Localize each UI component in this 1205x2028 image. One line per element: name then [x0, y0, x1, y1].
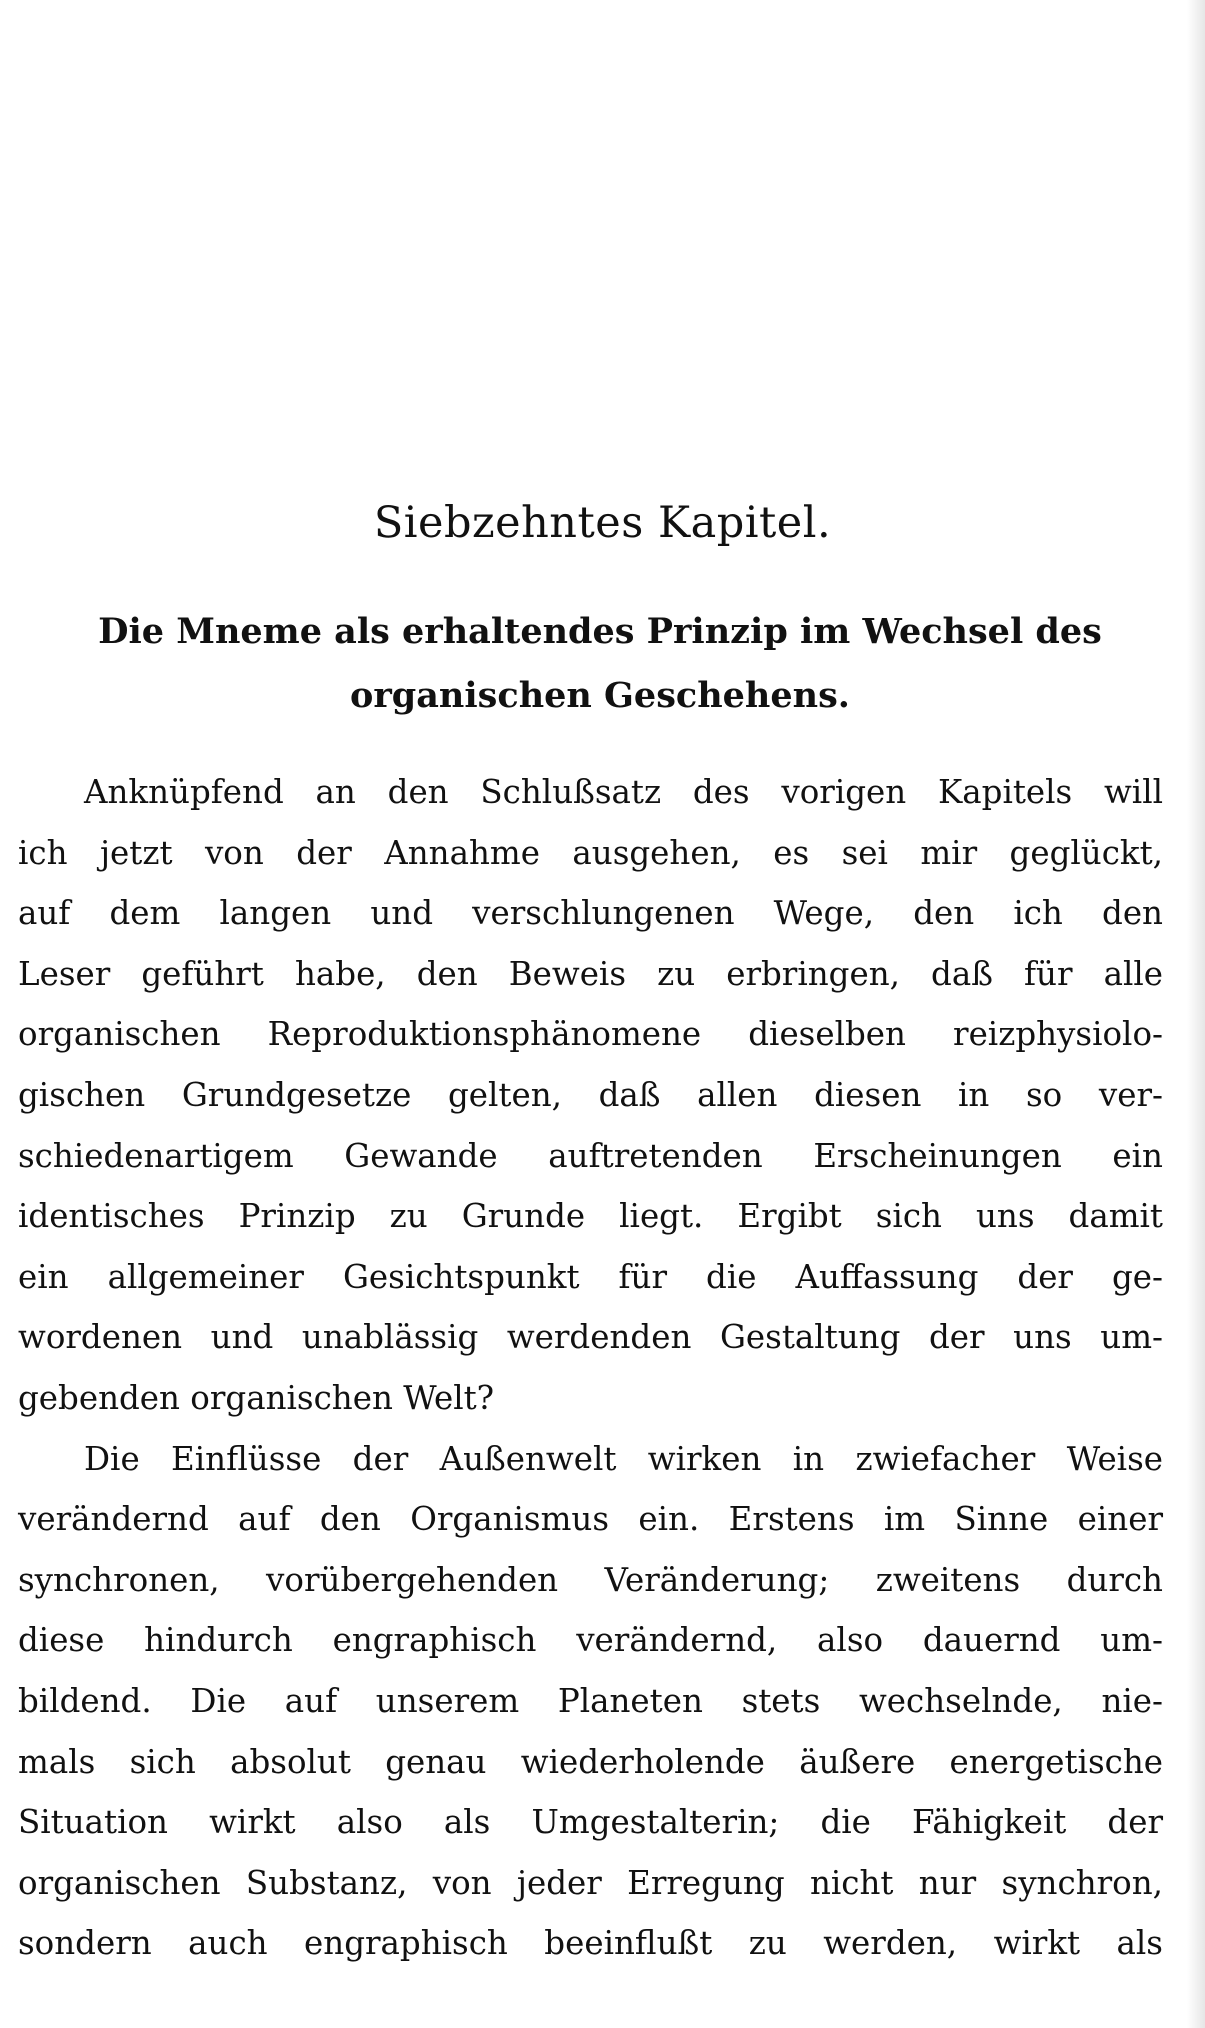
text-line: Die Einflüsse der Außenwelt wirken in zwiefacher Weise	[84, 1439, 1163, 1478]
chapter-title-line: Die Mneme als erhaltendes Prinzip im Wechsel des	[98, 611, 1102, 652]
text-line: ein allgemeiner Gesichtspunkt für die Auffassung der ge-	[18, 1257, 1163, 1296]
text-line: gischen Grundgesetze gelten, daß allen diesen in so ver-	[18, 1075, 1163, 1114]
text-line: organischen Substanz, von jeder Erregung nicht nur synchron,	[18, 1863, 1163, 1902]
chapter-heading: Siebzehntes Kapitel.	[373, 498, 832, 548]
text-line: bildend. Die auf unserem Planeten stets wechselnde, nie-	[18, 1681, 1163, 1720]
text-line: diese hindurch engraphisch verändernd, also dauernd um-	[18, 1621, 1163, 1660]
text-line: ich jetzt von der Annahme ausgehen, es sei mir geglückt,	[18, 833, 1163, 872]
text-line: mals sich absolut genau wiederholende äußere energetische	[18, 1742, 1163, 1781]
text-line: organischen Reproduktionsphänomene dieselben reizphysiolo-	[18, 1015, 1163, 1054]
text-line: schiedenartigem Gewande auftretenden Erscheinungen ein	[18, 1136, 1163, 1175]
text-line: wordenen und unablässig werdenden Gestaltung der uns um-	[18, 1318, 1163, 1357]
chapter-title-line: organischen Geschehens.	[350, 675, 850, 716]
text-line: Leser geführt habe, den Beweis zu erbringen, daß für alle	[18, 954, 1163, 993]
text-line: identisches Prinzip zu Grunde liegt. Ergibt sich uns damit	[18, 1197, 1163, 1236]
text-line: gebenden organischen Welt?	[18, 1378, 495, 1417]
text-line: synchronen, vorübergehenden Veränderung; zweitens durch	[18, 1560, 1163, 1599]
text-line: Situation wirkt also als Umgestalterin; die Fähigkeit der	[18, 1803, 1163, 1842]
text-line: auf dem langen und verschlungenen Wege, den ich den	[18, 894, 1163, 933]
text-line: verändernd auf den Organismus ein. Erstens im Sinne einer	[18, 1500, 1163, 1539]
page-edge-shadow	[1187, 0, 1205, 2028]
chapter-title	[70, 600, 1130, 728]
body-text	[18, 762, 1163, 1974]
text-line: Anknüpfend an den Schlußsatz des vorigen Kapitels will	[84, 773, 1163, 811]
text-line: sondern auch engraphisch beeinflußt zu werden, wirkt als	[18, 1924, 1163, 1963]
